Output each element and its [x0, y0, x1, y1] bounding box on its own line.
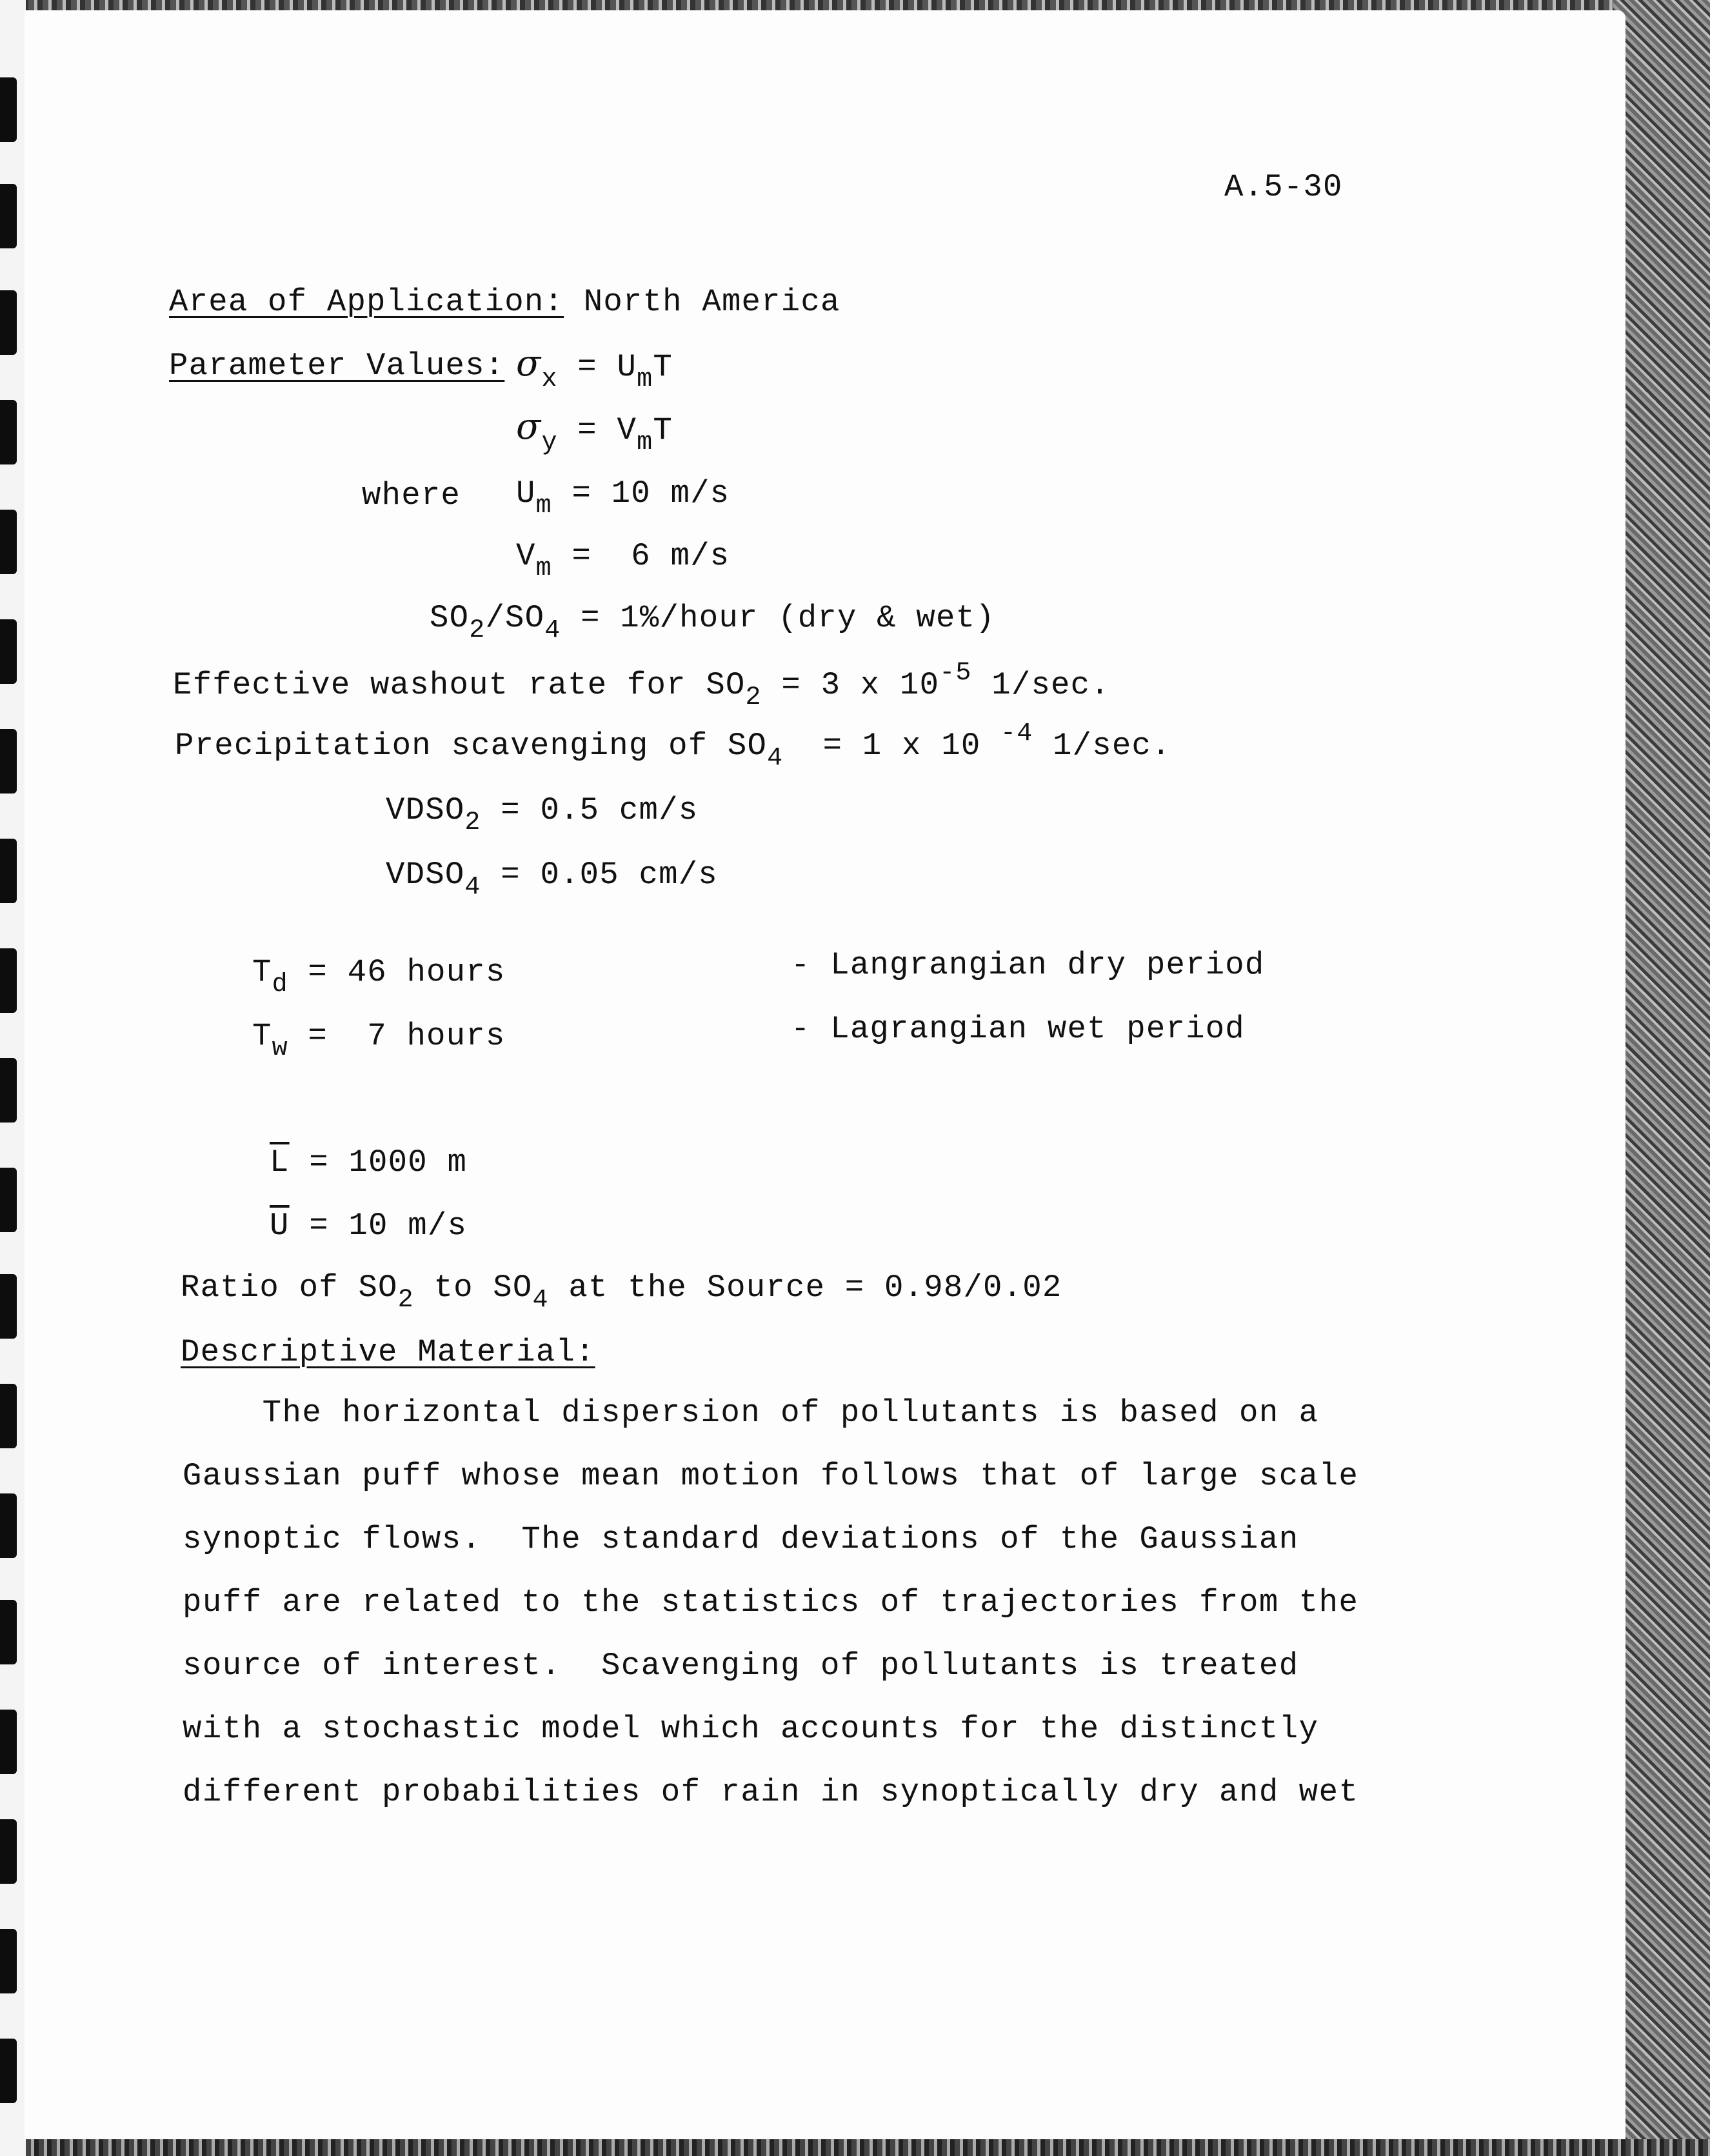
where-label: where — [362, 477, 461, 514]
ratio-so4-subscript: 4 — [532, 1286, 549, 1315]
binding-hole — [0, 510, 17, 574]
um-value: = 10 m/s — [572, 475, 730, 512]
binding-hole — [0, 1274, 17, 1339]
ratio-so2-subscript: 2 — [397, 1286, 414, 1315]
vdso4-line — [386, 857, 718, 902]
td-description: - Langrangian dry period — [791, 947, 1265, 983]
td-equation — [252, 954, 506, 999]
sigma-x-equation — [516, 343, 673, 394]
area-of-application-value: North America — [583, 284, 840, 320]
binding-hole — [0, 77, 17, 142]
scavenging-exponent: -4 — [1000, 719, 1033, 748]
binding-hole — [0, 1819, 17, 1884]
paragraph-line: synoptic flows. The standard deviations of the Gaussian — [183, 1521, 1299, 1557]
binding-hole — [0, 1929, 17, 1993]
page-number: A.5-30 — [1224, 169, 1343, 205]
binding-hole — [0, 839, 17, 903]
washout-subscript: 2 — [745, 683, 762, 712]
washout-unit: 1/sec. — [971, 667, 1110, 703]
sigma-x-symbol: σ — [516, 343, 542, 384]
td-subscript: d — [272, 970, 288, 999]
tw-symbol: T — [252, 1018, 272, 1054]
tw-description: - Lagrangian wet period — [791, 1011, 1245, 1047]
so2-so4-equation — [430, 600, 995, 645]
ratio-to-so4: to SO — [413, 1270, 533, 1306]
scavenging-value: = 1 x 10 — [783, 728, 1001, 764]
so2-so4-rate: = 1%/hour (dry & wet) — [561, 600, 995, 636]
sigma-x-rhs-tail: T — [653, 349, 673, 385]
sigma-y-symbol: σ — [516, 406, 542, 448]
um-symbol: U — [516, 475, 536, 512]
paragraph-line: puff are related to the statistics of trajectories from the — [183, 1584, 1359, 1621]
area-of-application-label: Area of Application: — [169, 284, 564, 320]
binding-hole — [0, 2039, 17, 2103]
ubar-symbol: $\overline{U}$ — [270, 1208, 290, 1244]
scavenging-unit: 1/sec. — [1033, 728, 1171, 764]
vm-equation — [516, 538, 730, 583]
parameter-values-label — [169, 350, 504, 382]
vm-symbol: V — [516, 538, 536, 574]
um-equation — [516, 475, 730, 521]
binding-hole — [0, 290, 17, 355]
vdso2-value: = 0.5 cm/s — [481, 792, 699, 828]
ratio-value: at the Source = 0.98/0.02 — [548, 1270, 1062, 1306]
vdso4-label: VDSO — [386, 857, 465, 893]
scavenging-text: Precipitation scavenging of SO — [175, 728, 768, 764]
tw-equation — [252, 1018, 506, 1063]
binding-hole — [0, 729, 17, 794]
binding-hole — [0, 1168, 17, 1232]
descriptive-material-heading: Descriptive Material: — [181, 1334, 595, 1370]
ubar-equation — [270, 1210, 467, 1242]
so4-subscript: 4 — [544, 616, 561, 645]
um-subscript: m — [535, 492, 552, 521]
paragraph-line: The horizontal dispersion of pollutants is based on a — [183, 1395, 1319, 1431]
sigma-x-rhs-subscript: m — [637, 365, 653, 394]
vdso2-label: VDSO — [386, 792, 465, 828]
binding-hole — [0, 400, 17, 464]
so2-label: SO — [430, 600, 470, 636]
sigma-x-rhs: = U — [577, 349, 637, 385]
paragraph-line: source of interest. Scavenging of pollutants is treated — [183, 1648, 1299, 1684]
scavenging-line — [175, 719, 1171, 773]
washout-exponent: -5 — [939, 659, 972, 688]
sigma-y-rhs-subscript: m — [637, 428, 653, 457]
vdso4-value: = 0.05 cm/s — [481, 857, 718, 893]
scavenging-subscript: 4 — [767, 744, 784, 773]
binding-edge — [0, 0, 26, 2156]
vm-subscript: m — [535, 554, 552, 583]
tw-value: = 7 hours — [288, 1018, 506, 1054]
paragraph-line: Gaussian puff whose mean motion follows that of large scale — [183, 1458, 1359, 1494]
binding-hole — [0, 1384, 17, 1448]
sigma-y-rhs-tail: T — [653, 412, 673, 448]
paragraph-line: with a stochastic model which accounts for the distinctly — [183, 1711, 1319, 1747]
binding-hole — [0, 1493, 17, 1558]
vdso2-line — [386, 792, 699, 837]
vdso4-subscript: 4 — [464, 873, 481, 902]
ratio-line — [181, 1270, 1062, 1315]
vm-value: = 6 m/s — [572, 538, 730, 574]
td-value: = 46 hours — [288, 954, 506, 990]
vdso2-subscript: 2 — [464, 808, 481, 837]
sigma-y-rhs: = V — [577, 412, 637, 448]
lbar-symbol: $\overline{L}$ — [270, 1144, 290, 1181]
binding-hole — [0, 619, 17, 684]
lbar-equation — [270, 1144, 468, 1181]
parameter-values-heading: Parameter Values: — [169, 348, 505, 384]
scan-bottom-border — [0, 2139, 1710, 2156]
binding-hole — [0, 1058, 17, 1123]
so2-subscript: 2 — [469, 616, 486, 645]
sigma-x-subscript: x — [541, 365, 558, 394]
area-of-application-row — [169, 286, 840, 318]
ubar-value: = 10 m/s — [289, 1208, 468, 1244]
descriptive-heading-row — [181, 1334, 595, 1370]
ratio-text: Ratio of SO — [181, 1270, 398, 1306]
washout-rate-line — [173, 659, 1110, 712]
washout-text: Effective washout rate for SO — [173, 667, 746, 703]
paragraph-line: different probabilities of rain in synoptically dry and wet — [183, 1774, 1359, 1810]
so4-label: /SO — [485, 600, 545, 636]
td-symbol: T — [252, 954, 272, 990]
binding-hole — [0, 1600, 17, 1664]
binding-hole — [0, 1710, 17, 1774]
binding-hole — [0, 948, 17, 1013]
washout-value: = 3 x 10 — [761, 667, 940, 703]
document-page — [25, 10, 1625, 2139]
sigma-y-equation — [516, 406, 673, 457]
sigma-y-subscript: y — [541, 428, 558, 457]
tw-subscript: w — [272, 1034, 288, 1063]
lbar-value: = 1000 m — [289, 1144, 468, 1181]
scan-right-border — [1613, 0, 1710, 2156]
binding-hole — [0, 184, 17, 248]
